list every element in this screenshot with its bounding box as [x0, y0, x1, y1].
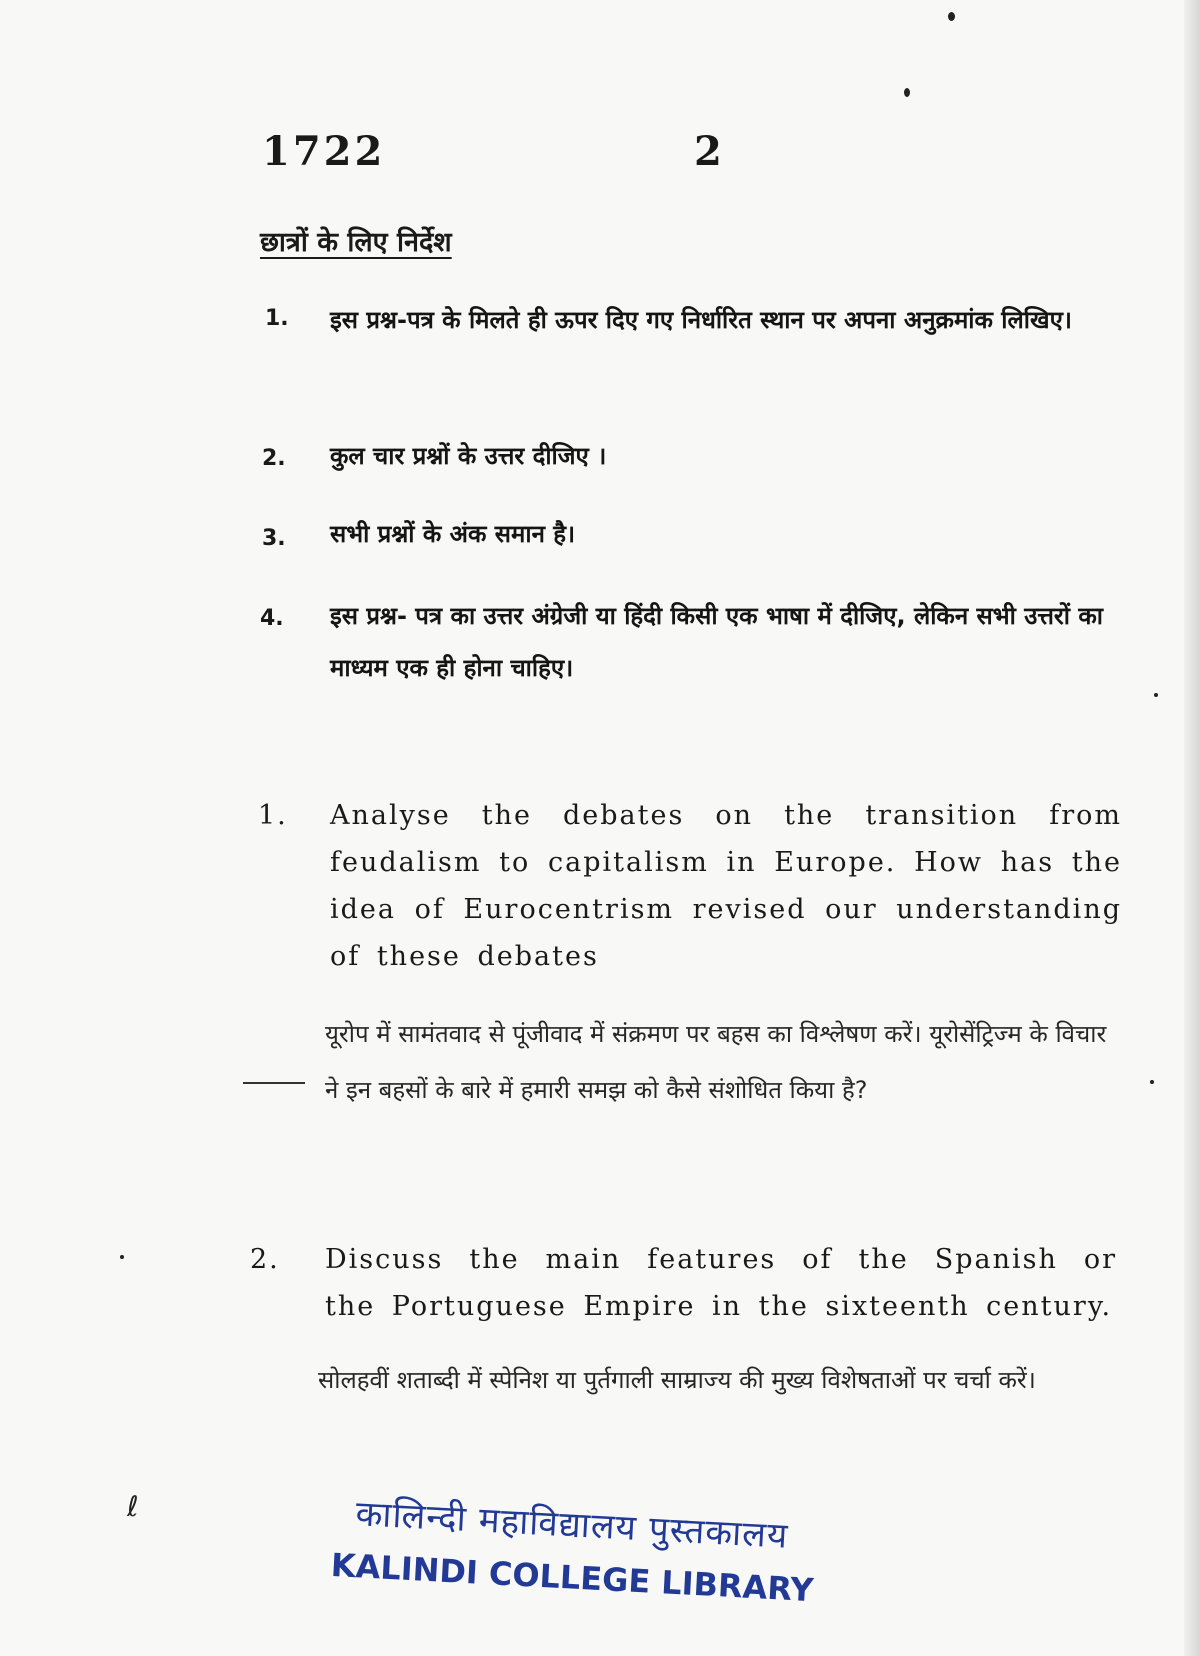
page-edge-shadow [1184, 0, 1200, 1656]
instruction-text: सभी प्रश्नों के अंक समान है। [330, 520, 576, 548]
instructions-title: छात्रों के लिए निर्देश [260, 227, 452, 258]
paper-code: 1722 [262, 128, 386, 175]
page-number: 2 [694, 128, 722, 175]
ink-speck [1150, 1080, 1154, 1084]
ink-speck [948, 12, 955, 21]
instruction-text: इस प्रश्न- पत्र का उत्तर अंग्रेजी या हिंदी किसी एक भाषा में दीजिए, लेकिन सभी उत्तरों का माध्यम एक ही होना चाहिए। [330, 602, 1103, 682]
library-stamp-hindi: कालिन्दी महाविद्यालय पुस्तकालय [354, 1494, 790, 1557]
instruction-number: 2. [262, 446, 286, 471]
question-hindi: सोलहवीं शताब्दी में स्पेनिश या पुर्तगाली साम्राज्य की मुख्य विशेषताओं पर चर्चा करें। [318, 1366, 1036, 1394]
margin-dash-mark [243, 1082, 305, 1084]
question-number: 1. [258, 800, 288, 831]
instruction-number: 3. [262, 526, 286, 551]
instruction-text: इस प्रश्न-पत्र के मिलते ही ऊपर दिए गए निर्धारित स्थान पर अपना अनुक्रमांक लिखिए। [330, 306, 1073, 334]
instruction-number: 1. [265, 306, 289, 331]
question-english: Analyse the debates on the transition from feudalism to capitalism in Europe. How has the idea of Eurocentrism revised our understanding of these debates [330, 800, 1122, 972]
library-stamp [329, 1488, 855, 1635]
question-english: Discuss the main features of the Spanish or the Portuguese Empire in the sixteenth century. [325, 1244, 1117, 1322]
instruction-number: 4. [260, 606, 284, 631]
instruction-text: कुल चार प्रश्नों के उत्तर दीजिए । [330, 442, 607, 470]
question-number: 2. [250, 1244, 280, 1275]
ink-speck [1154, 693, 1158, 697]
ink-speck [904, 88, 910, 97]
question-hindi: यूरोप में सामंतवाद से पूंजीवाद में संक्रमण पर बहस का विश्लेषण करें। यूरोसेंट्रिज्म के विचार ने इन बहसों के बारे में हमारी समझ को कैसे संशोधित किया है? [325, 1020, 1107, 1104]
library-stamp-english: KALINDI COLLEGE LIBRARY [329, 1545, 815, 1610]
ink-speck [120, 1255, 124, 1259]
pen-mark: ℓ [127, 1490, 139, 1523]
